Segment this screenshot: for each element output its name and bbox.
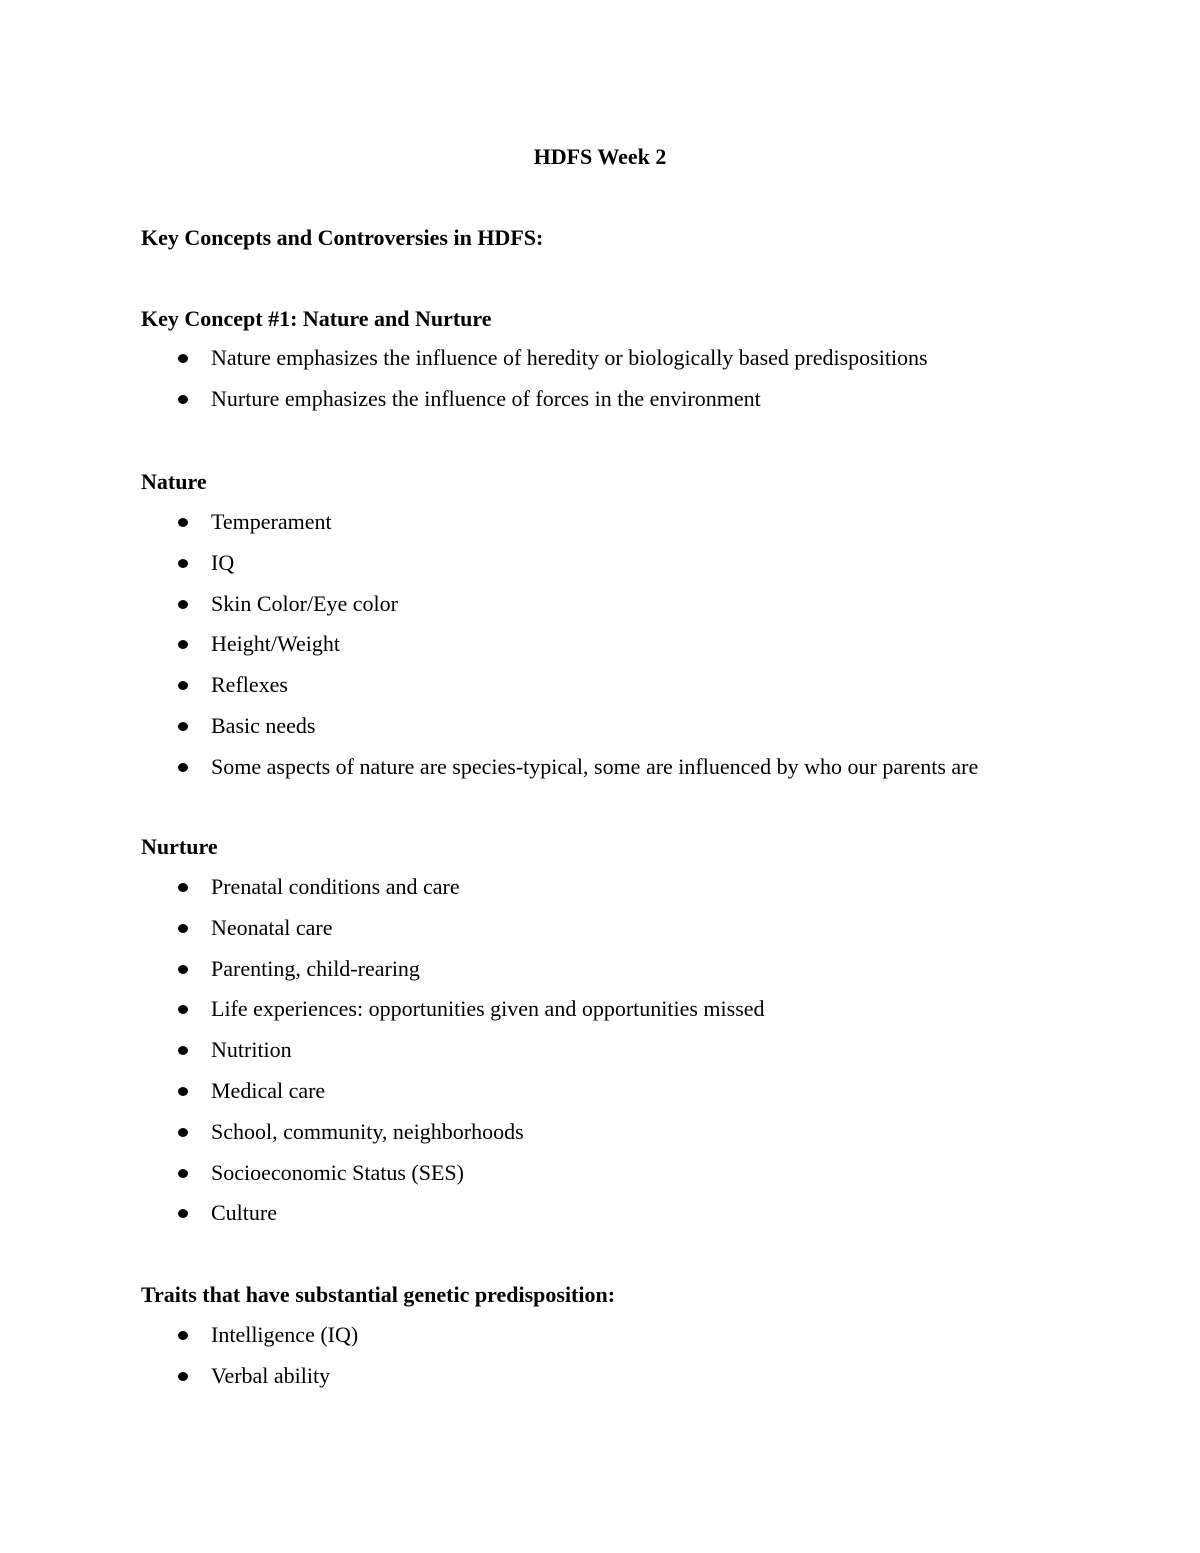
bullet-icon (178, 722, 188, 731)
document-title: HDFS Week 2 (533, 144, 667, 169)
bullet-icon (178, 965, 188, 974)
bullet-icon (178, 1046, 188, 1055)
bullet-icon (178, 600, 188, 609)
bullet-icon (178, 1005, 188, 1014)
bullet-icon (178, 640, 188, 649)
bullet-icon (178, 1209, 188, 1218)
section-heading: Key Concepts and Controversies in HDFS: (141, 225, 544, 250)
bullet-icon (178, 354, 188, 363)
bullet-icon (178, 518, 188, 527)
bullet-icon (178, 559, 188, 568)
bullet-icon (178, 1128, 188, 1137)
document-page: HDFS Week 2 Key Concepts and Controversies in HDFS: Key Concept #1: Nature and Nurture Nature emphasizes the influence of heredity or biologically based predispositions Nurture emphasizes the influence of forces in the environment Nature Temperament IQ Skin Color/Eye color Height/Weight Reflexes Basic needs Some aspects of nature are species-typical, some are influenced by who our parents are Nurture Prenatal conditions and care Neonatal care Parenting, child-rearing Life experiences: opportunities given and opportunities missed Nutrition Medical care School, community, neighborhoods Socioeconomic Status (SES) Culture Traits that have substantial genetic predisposition: Intelligence (IQ) Verbal ability (0, 0, 1200, 1553)
bullet-icon (178, 763, 188, 772)
bullet-icon (178, 1169, 188, 1178)
nurture-heading: Nurture (141, 834, 218, 859)
bullet-icon (178, 924, 188, 933)
bullet-icon (178, 395, 188, 404)
bullet-icon (178, 883, 188, 892)
bullet-icon (178, 1331, 188, 1340)
bullet-icon (178, 1087, 188, 1096)
bullet-icon (178, 681, 188, 690)
traits-heading: Traits that have substantial genetic predisposition: (141, 1282, 616, 1307)
bullet-icon (178, 1372, 188, 1381)
nature-heading: Nature (141, 469, 207, 494)
key-concept-heading: Key Concept #1: Nature and Nurture (141, 306, 492, 331)
